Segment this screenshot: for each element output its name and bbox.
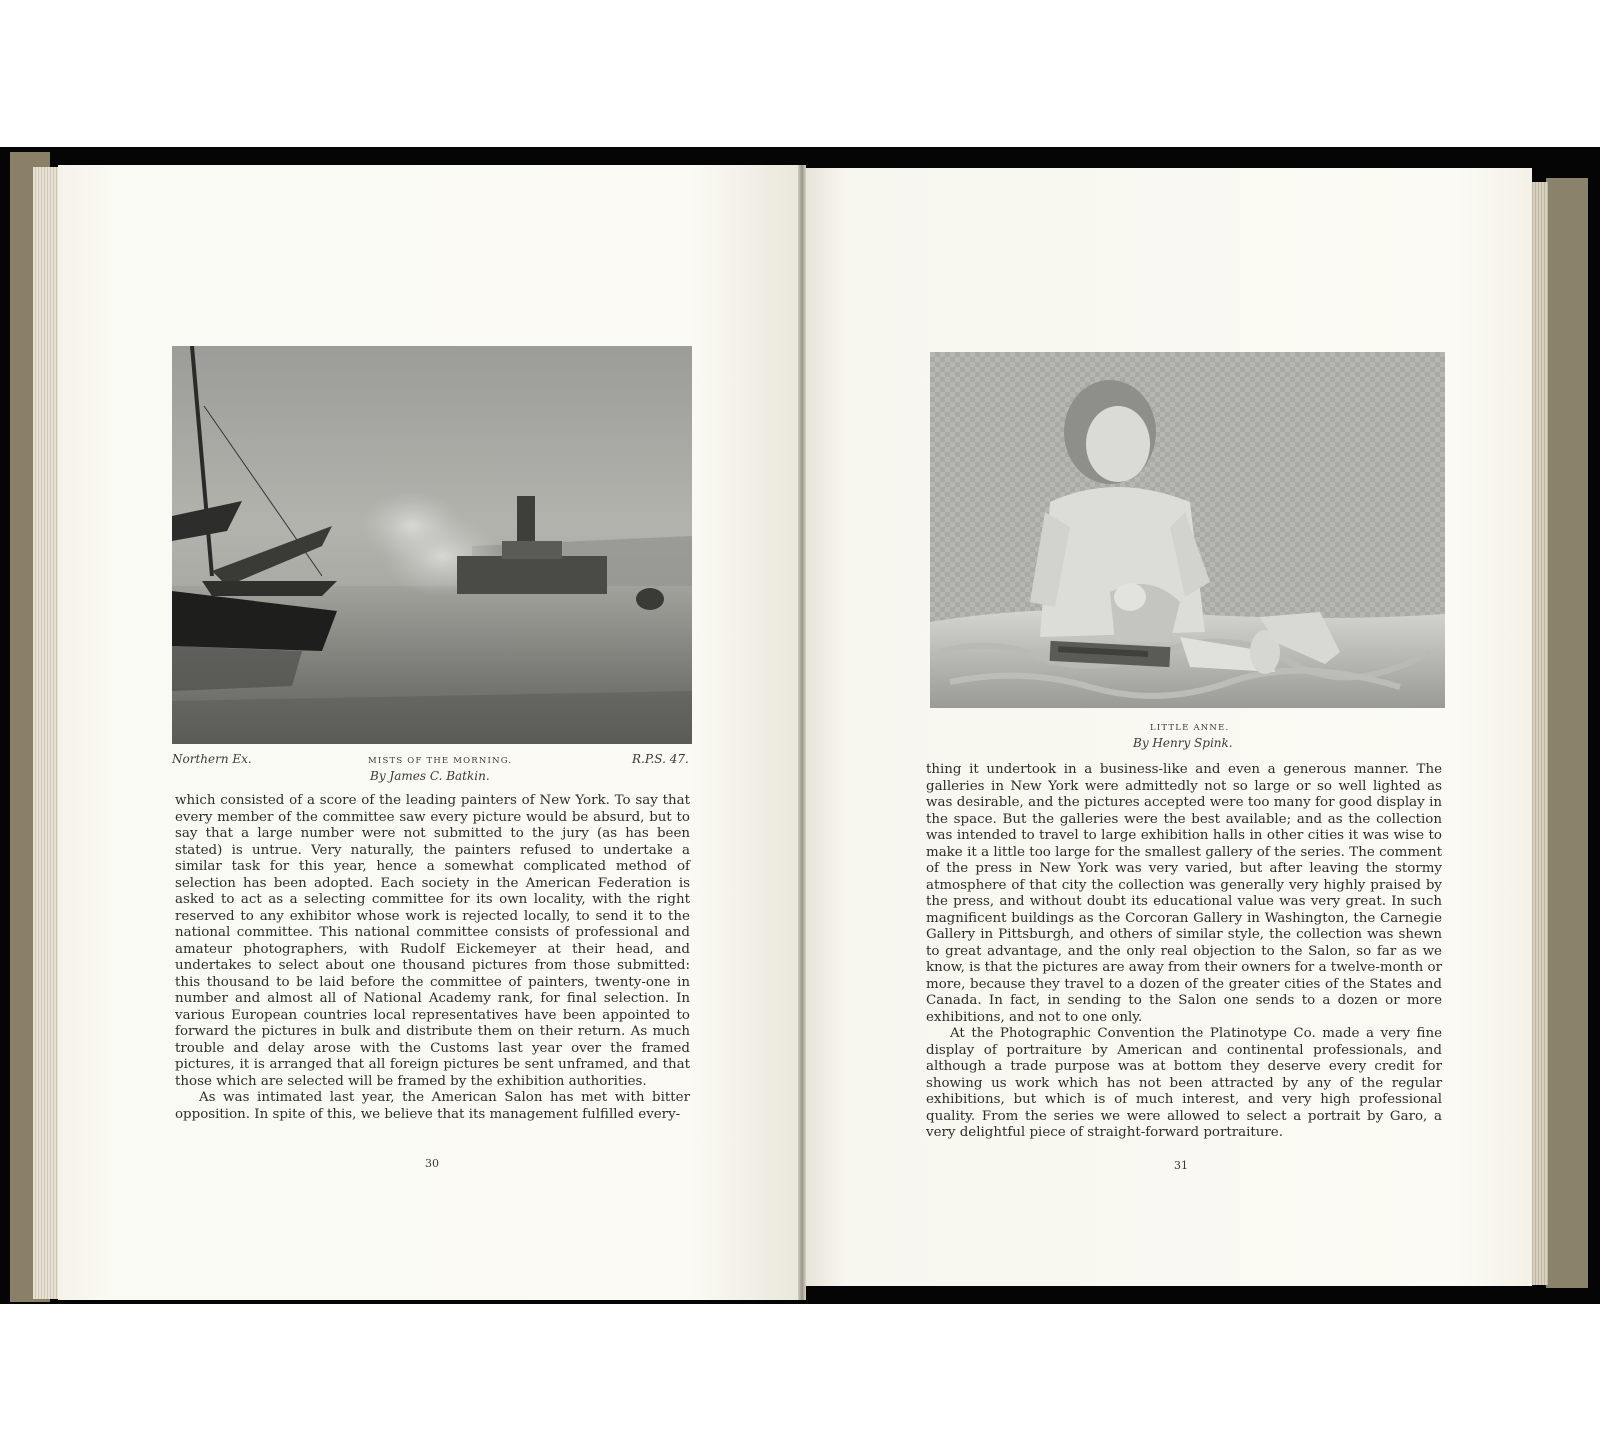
right-paragraph-2: At the Photographic Convention the Platinotype Co. made a very fine display of portraiture by American and continental professionals, and although a trade purpose was at bottom they deserve every credit for showing us work which has not been attracted by any of the regular exhibitions, but which is of much interest, and very high professional quality. From the series we were allowed to select a portrait by Garo, a very delightful piece of straight-forward portraiture. [926,1026,1442,1140]
left-paragraph-2: As was intimated last year, the American Salon has met with bitter opposition. In spite of this, we believe that its management fulfilled every- [175,1090,690,1122]
left-body-text [175,793,690,1123]
left-paragraph-1: which consisted of a score of the leading painters of New York. To say that every member of the committee saw every picture would be absurd, but to say that a large number were not submitted to the jury (as has been stated) is untrue. Very naturally, the painters refused to undertake a similar task for this year, hence a somewhat complicated method of selection has been adopted. Each society in the American Federation is asked to act as a selecting committee for its own locality, with the right reserved to any exhibitor whose work is rejected locally, to send it to the national committee. This national committee consists of professional and amateur photographers, with Rudolf Eickemeyer at their head, and undertakes to select about one thousand pictures from those submitted: this thousand to be laid before the committee of painters, twenty-one in number and almost all of National Academy rank, for final selection. In various European countries local representatives have been appointed to forward the pictures in bulk and distribute them on their return. As much trouble and delay arose with the Customs last year over the framed pictures, it is arranged that all foreign pictures be sent unframed, and that those which are selected will be framed by the exhibition authorities. [175,793,690,1089]
left-page-number: 30 [425,1157,439,1170]
page-edges-left [33,167,61,1299]
child-portrait-photograph [930,352,1445,708]
left-caption-note: Northern Ex. [172,752,252,766]
right-caption-byline: By Henry Spink. [1133,736,1233,750]
right-caption-title: LITTLE ANNE. [1150,723,1230,733]
book-cover-right [1546,178,1588,1288]
harbour-photograph [172,346,692,744]
left-caption-byline: By James C. Batkin. [370,769,490,783]
right-paragraph-1: thing it undertook in a business-like and even a generous manner. The galleries in New York were admittedly not so large or so well lighted as was desirable, and the pictures accepted were too many for good display in the space. But the galleries were the best available; and as the collection was intended to travel to large exhibition halls in other cities it was wise to make it a little too large for the smallest gallery of the series. The comment of the press in New York was very varied, but after leaving the stormy atmosphere of that city the collection was generally very highly praised by the press, and without doubt its educational value was very great. In such magnificent buildings as the Corcoran Gallery in Washington, the Carnegie Gallery in Pittsburgh, and others of similar style, the collection was shewn to great advantage, and the only real objection to the Salon, so far as we know, is that the pictures are away from their owners for a twelve-month or more, because they travel to a dozen of the greater cities of the States and Canada. In fact, in sending to the Salon one sends to a dozen or more exhibitions, and not to one only. [926,762,1442,1025]
left-caption-rps: R.P.S. 47. [632,752,689,766]
right-body-text [926,762,1442,1142]
book-gutter [798,165,806,1300]
right-page-number: 31 [1174,1159,1188,1172]
page-edges-right [1530,182,1548,1285]
left-caption-title: MISTS OF THE MORNING. [368,756,513,766]
